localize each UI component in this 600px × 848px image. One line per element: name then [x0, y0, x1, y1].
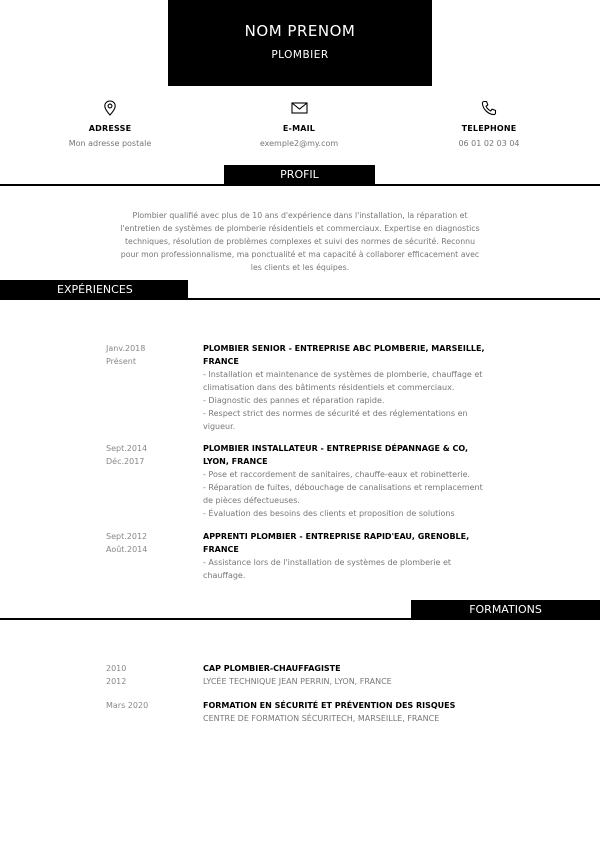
experience-title: APPRENTI PLOMBIER - ENTREPRISE RAPID'EAU, GRENOBLE, — [203, 532, 470, 541]
section-divider — [0, 184, 600, 186]
date-start: Janv.2018 — [106, 344, 146, 353]
experience-detail: - Évaluation des besoins des clients et proposition de solutions — [203, 509, 455, 518]
date-end: Déc.2017 — [106, 457, 145, 466]
section-divider — [0, 298, 600, 300]
contact-email — [199, 100, 399, 148]
profile-line: l'entretien de systèmes de plomberie résidentiels et commerciaux. Expertise en diagnostics — [120, 224, 480, 234]
contact-address — [10, 100, 210, 148]
formation-school: CENTRE DE FORMATION SÉCURITECH, MARSEILLE, FRANCE — [203, 714, 440, 723]
phone-icon — [481, 100, 497, 116]
date-start: Sept.2012 — [106, 532, 148, 541]
contact-value: Mon adresse postale — [68, 139, 152, 148]
profile-line: pour mon professionnalisme, ma ponctualité et ma capacité à collaborer efficacement avec — [120, 250, 480, 260]
date-end: 2012 — [106, 677, 127, 686]
formation-title: FORMATION EN SÉCURITÉ ET PRÉVENTION DES RISQUES — [203, 701, 456, 710]
contact-label: TELEPHONE — [461, 124, 517, 133]
experience-dates — [106, 530, 196, 556]
experience-detail: de pièces défectueuses. — [203, 496, 300, 505]
experience-detail: - Respect strict des normes de sécurité et des réglementations en — [203, 409, 468, 418]
profile-line: les clients et les équipes. — [250, 263, 350, 273]
date-start: Mars 2020 — [106, 701, 149, 710]
contact-value: exemple2@my.com — [259, 139, 339, 148]
contact-phone — [389, 100, 589, 148]
experiences-heading-text: EXPÉRIENCES — [57, 283, 133, 296]
date-start: 2010 — [106, 664, 127, 673]
profile-line: techniques, résolution de problèmes complexes et suivi des normes de sécurité. Reconnu — [124, 237, 476, 247]
formation-title: CAP PLOMBIER-CHAUFFAGISTE — [203, 664, 341, 673]
profile-line: Plombier qualifié avec plus de 10 ans d'expérience dans l'installation, la réparation et — [132, 211, 468, 220]
map-pin-icon — [103, 100, 117, 116]
experience-title: FRANCE — [203, 357, 239, 366]
experience-detail: - Assistance lors de l'installation de systèmes de plomberie et — [203, 558, 452, 567]
experience-detail: - Pose et raccordement de sanitaires, chauffe-eaux et robinetterie. — [203, 470, 471, 479]
date-start: Sept.2014 — [106, 444, 148, 453]
envelope-icon — [291, 100, 308, 116]
date-end: Présent — [106, 357, 137, 366]
contact-label: ADRESSE — [88, 124, 132, 133]
experiences-heading — [0, 280, 188, 299]
experience-dates — [106, 442, 196, 468]
experience-detail: climatisation dans des bâtiments résidentiels et commerciaux. — [203, 383, 455, 392]
profile-heading: PROFIL — [224, 165, 375, 184]
experience-dates — [106, 342, 196, 368]
experience-detail: - Réparation de fuites, débouchage de canalisations et remplacement — [203, 483, 483, 492]
experience-title: LYON, FRANCE — [203, 457, 268, 466]
formation-dates — [106, 699, 196, 712]
formation-dates — [106, 662, 196, 688]
experience-detail: chauffage. — [203, 571, 246, 580]
person-name: NOM PRENOM — [244, 22, 356, 40]
date-end: Août.2014 — [106, 545, 148, 554]
experience-detail: - Installation et maintenance de systèmes de plomberie, chauffage et — [203, 370, 483, 379]
experience-title: PLOMBIER SENIOR - ENTREPRISE ABC PLOMBERIE, MARSEILLE, — [203, 344, 485, 353]
experience-title: PLOMBIER INSTALLATEUR - ENTREPRISE DÉPANNAGE & CO, — [203, 444, 468, 453]
section-divider — [0, 618, 600, 620]
header-banner — [168, 0, 432, 86]
contact-value: 06 01 02 03 04 — [458, 139, 520, 148]
job-title: PLOMBIER — [271, 49, 329, 61]
experience-detail: vigueur. — [203, 422, 236, 431]
contact-label: E-MAIL — [282, 124, 316, 133]
experience-detail: - Diagnostic des pannes et réparation rapide. — [203, 396, 385, 405]
formation-school: LYCÉE TECHNIQUE JEAN PERRIN, LYON, FRANCE — [203, 677, 392, 686]
formations-heading: FORMATIONS — [411, 600, 600, 619]
profile-summary — [108, 209, 492, 274]
experience-title: FRANCE — [203, 545, 239, 554]
